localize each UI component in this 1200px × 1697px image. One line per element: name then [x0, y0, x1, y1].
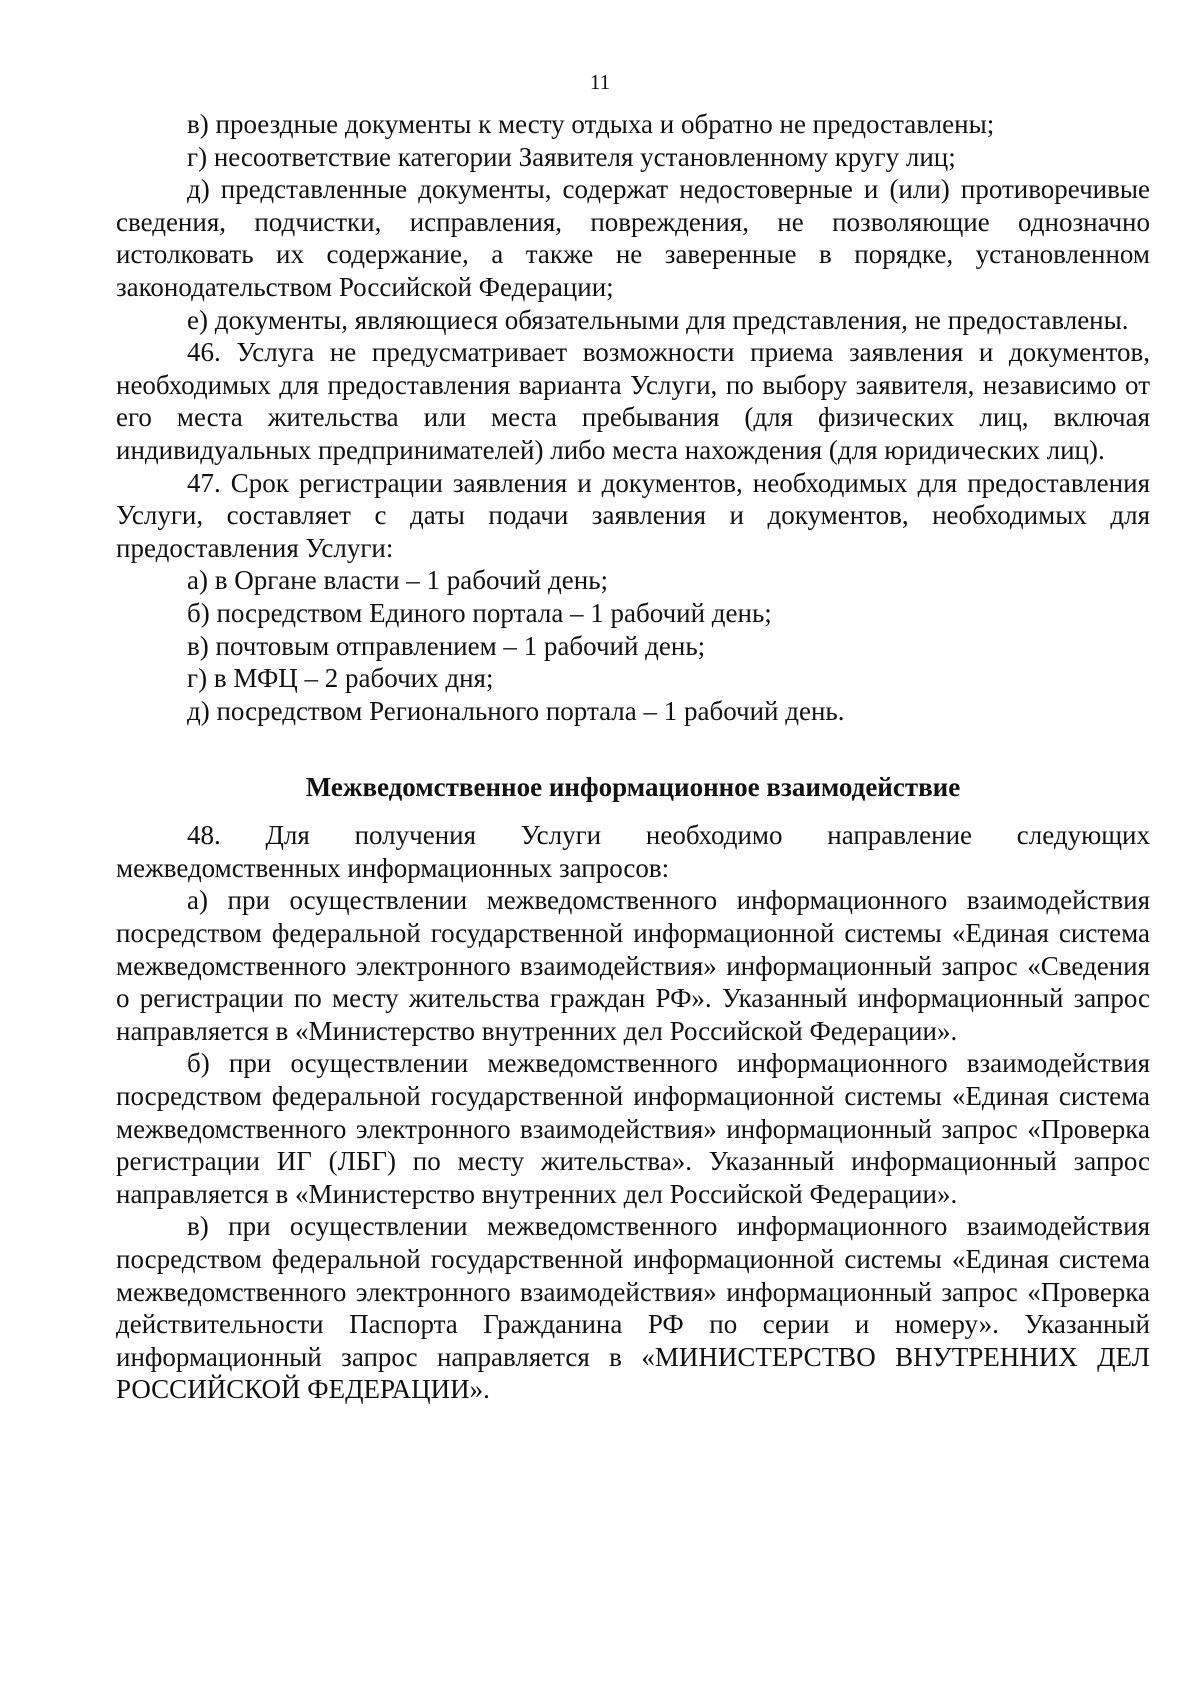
clause-48: 48. Для получения Услуги необходимо направление следующих межведомственных информационных запросов:: [116, 820, 1150, 883]
clause-46: 46. Услуга не предусматривает возможности приема заявления и документов, необходимых для предоставления варианта Услуги, по выбору заявителя, независимо от его места жительства или места пребывания (для физических лиц, включая индивидуальных предпринимателей) либо места нахождения (для юридических лиц).: [116, 337, 1150, 465]
section-heading: Межведомственное информационное взаимодействие: [305, 772, 961, 803]
list-item-e-missing-docs: е) документы, являющиеся обязательными для представления, не предоставлены.: [187, 304, 1129, 335]
term-item-d: д) посредством Регионального портала – 1 рабочий день.: [187, 695, 845, 726]
list-item-v-travel-docs: в) проездные документы к месту отдыха и обратно не предоставлены;: [187, 109, 995, 139]
term-item-v: в) почтовым отправлением – 1 рабочий день;: [187, 630, 706, 661]
term-item-b: б) посредством Единого портала – 1 рабочий день;: [187, 597, 772, 628]
request-item-v: в) при осуществлении межведомственного информационного взаимодействия посредством федеральной государственной информационной системы «Единая система межведомственного электронного взаимодействия» информационный запрос «Проверка действительности Паспорта Гражданина РФ по серии и номеру». Указанный информационный запрос направляется в «МИНИСТЕРСТВО ВНУТРЕННИХ ДЕЛ РОССИЙСКОЙ ФЕДЕРАЦИИ».: [116, 1211, 1150, 1405]
request-item-b: б) при осуществлении межведомственного информационного взаимодействия посредством федеральной государственной информационной системы «Единая система межведомственного электронного взаимодействия» информационный запрос «Проверка регистрации ИГ (ЛБГ) по месту жительства». Указанный информационный запрос направляется в «Министерство внутренних дел Российской Федерации».: [116, 1048, 1150, 1209]
document-body: [116, 108, 1150, 1406]
term-item-a: а) в Органе власти – 1 рабочий день;: [187, 565, 609, 596]
list-item-g-category-mismatch: г) несоответствие категории Заявителя установленному кругу лиц;: [187, 141, 956, 172]
page-number: 11: [589, 70, 611, 94]
list-item-d-invalid-docs: д) представленные документы, содержат недостоверные и (или) противоречивые сведения, подчистки, исправления, повреждения, не позволяющие однозначно истолковать их содержание, а также не заверенные в порядке, установленном законодательством Российской Федерации;: [116, 174, 1150, 302]
clause-47: 47. Срок регистрации заявления и документов, необходимых для предоставления Услуги, составляет с даты подачи заявления и документов, необходимых для предоставления Услуги:: [116, 467, 1150, 563]
request-item-a: а) при осуществлении межведомственного информационного взаимодействия посредством федеральной государственной информационной системы «Единая система межведомственного электронного взаимодействия» информационный запрос «Сведения о регистрации по месту жительства граждан РФ». Указанный информационный запрос направляется в «Министерство внутренних дел Российской Федерации».: [116, 885, 1150, 1046]
term-item-g: г) в МФЦ – 2 рабочих дня;: [187, 663, 494, 694]
